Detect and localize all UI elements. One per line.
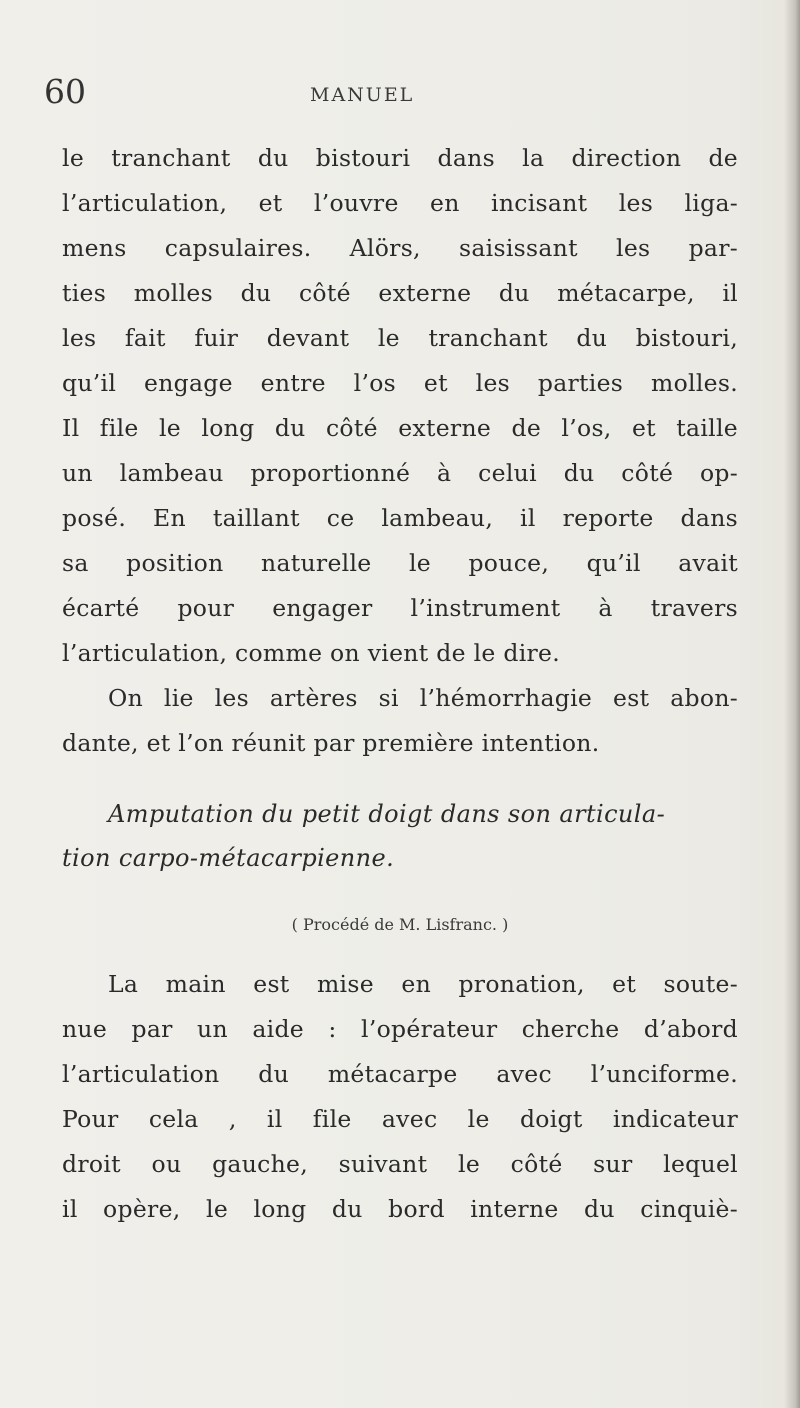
- text-line: posé. En taillant ce lambeau, il reporte dans: [62, 504, 738, 532]
- text-line: l’articulation du métacarpe avec l’unciforme.: [62, 1060, 738, 1088]
- text-line: Il file le long du côté externe de l’os, et taille: [62, 414, 738, 442]
- paragraph-continued: [62, 136, 738, 766]
- procedure-attribution: ( Procédé de M. Lisfranc. ): [291, 915, 509, 934]
- text-line: La main est mise en pronation, et soute-: [108, 970, 738, 998]
- text-line: l’articulation, et l’ouvre en incisant les liga-: [62, 189, 738, 217]
- text-line: sa position naturelle le pouce, qu’il avait: [62, 549, 738, 577]
- text-line: le tranchant du bistouri dans la direction de: [62, 144, 738, 172]
- text-line: On lie les artères si l’hémorrhagie est abon-: [108, 684, 738, 712]
- running-head: MANUEL: [310, 84, 415, 106]
- text-line: écarté pour engager l’instrument à travers: [62, 594, 738, 622]
- text-line: nue par un aide : l’opérateur cherche d’abord: [62, 1015, 738, 1043]
- text-line: Pour cela , il file avec le doigt indicateur: [62, 1105, 738, 1133]
- page-number: 60: [44, 72, 86, 111]
- text-line: dante, et l’on réunit par première intention.: [62, 729, 600, 757]
- text-line: les fait fuir devant le tranchant du bistouri,: [62, 324, 738, 352]
- text-line: ties molles du côté externe du métacarpe, il: [62, 279, 738, 307]
- text-line: un lambeau proportionné à celui du côté op-: [62, 459, 738, 487]
- page-header: [44, 72, 744, 116]
- section-title-line: Amputation du petit doigt dans son articula-: [108, 800, 666, 828]
- text-line: qu’il engage entre l’os et les parties molles.: [62, 369, 738, 397]
- text-line: il opère, le long du bord interne du cinquiè-: [62, 1195, 738, 1223]
- paragraph-new: [62, 962, 738, 1232]
- text-line: l’articulation, comme on vient de le dire.: [62, 639, 561, 667]
- text-line: droit ou gauche, suivant le côté sur lequel: [62, 1150, 738, 1178]
- page-edge-shadow: [784, 0, 800, 1408]
- section-heading: [62, 792, 738, 934]
- text-line: mens capsulaires. Alörs, saisissant les par-: [62, 234, 738, 262]
- section-title-line: tion carpo-métacarpienne.: [62, 844, 395, 872]
